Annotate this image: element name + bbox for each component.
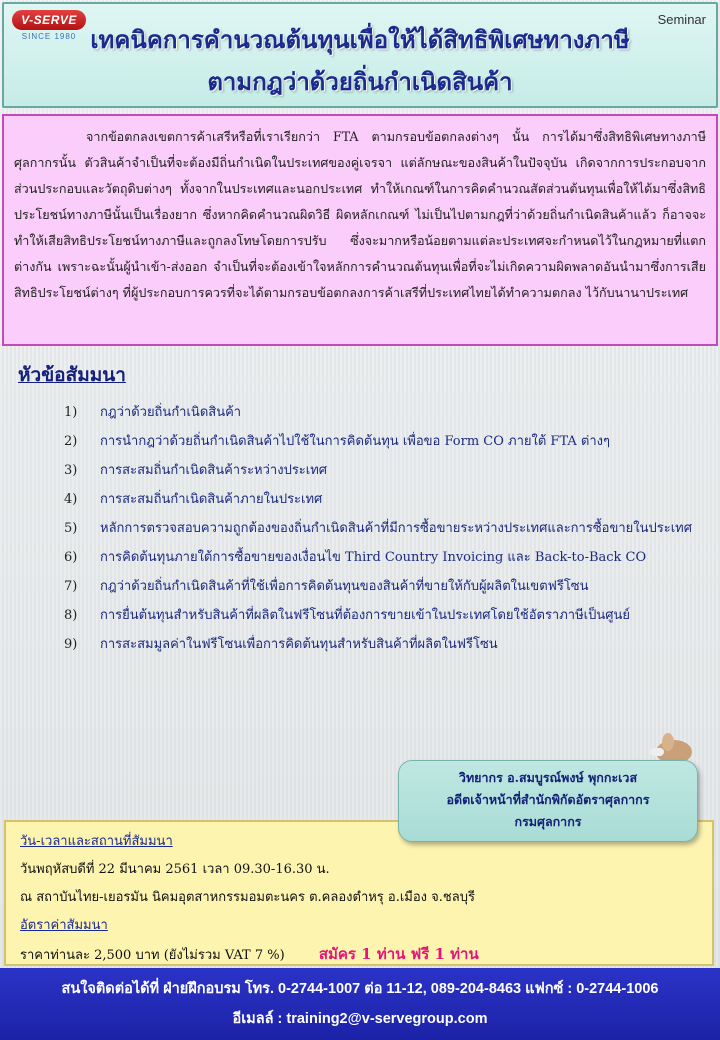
topic-text: การคิดต้นทุนภายใต้การซื้อขายของเงื่อนไข Third Country Invoicing และ Back-to-Back CO	[100, 550, 647, 565]
date-line: วันพฤหัสบดีที่ 22 มีนาคม 2561 เวลา 09.30-16.30 น.	[20, 862, 330, 877]
topic-number: 1)	[64, 405, 78, 420]
topic-number: 6)	[64, 550, 78, 565]
price-line: ราคาท่านละ 2,500 บาท (ยังไม่รวม VAT 7 %)	[20, 948, 285, 963]
price-row	[20, 940, 698, 970]
contact-line: สนใจติดต่อได้ที่ ฝ่ายฝึกอบรม โทร. 0-2744-1007 ต่อ 11-12, 089-204-8463 แฟกซ์ : 0-2744-1006	[61, 981, 659, 997]
speaker-position: อดีตเจ้าหน้าที่สำนักพิกัดอัตราศุลกากร	[446, 792, 650, 807]
topic-text: การสะสมมูลค่าในฟรีโซนเพื่อการคิดต้นทุนสำหรับสินค้าที่ผลิตในฟรีโซน	[100, 637, 498, 652]
logo-since: SINCE 1980	[21, 32, 77, 41]
speaker-department: กรมศุลกากร	[514, 814, 582, 829]
header-banner	[2, 2, 718, 108]
email-line: อีเมลล์ : training2@v-servegroup.com	[232, 1011, 488, 1027]
topics-heading: หัวข้อสัมมนา	[18, 364, 126, 386]
promo-text: สมัคร 1 ท่าน ฟรี 1 ท่าน	[318, 945, 479, 963]
page-title-line1: เทคนิคการคำนวณต้นทุนเพื่อให้ได้สิทธิพิเศษทางภาษี	[90, 25, 630, 54]
topic-number: 7)	[64, 579, 78, 594]
speaker-box	[398, 760, 698, 842]
venue-line: ณ สถาบันไทย-เยอรมัน นิคมอุตสาหกรรมอมตะนคร ต.คลองตำหรุ อ.เมือง จ.ชลบุรี	[20, 890, 475, 905]
page-title-line2: ตามกฎว่าด้วยถิ่นกำเนิดสินค้า	[207, 67, 513, 96]
speaker-name: วิทยากร อ.สมบูรณ์พงษ์ พุกกะเวส	[458, 770, 638, 785]
topic-item	[64, 458, 704, 483]
topic-item	[64, 545, 704, 570]
topic-item	[64, 487, 704, 512]
topic-text: การนำกฎว่าด้วยถิ่นกำเนิดสินค้าไปใช้ในการคิดต้นทุน เพื่อขอ Form CO ภายใต้ FTA ต่างๆ	[100, 434, 610, 449]
topic-number: 2)	[64, 434, 78, 449]
price-heading: อัตราค่าสัมมนา	[20, 918, 108, 933]
topic-text: การสะสมถิ่นกำเนิดสินค้าระหว่างประเทศ	[100, 463, 328, 478]
topic-text: หลักการตรวจสอบความถูกต้องของถิ่นกำเนิดสินค้าที่มีการซื้อขายระหว่างประเทศและการซื้อขายในประเทศ	[100, 521, 692, 536]
topic-item	[64, 603, 704, 628]
topic-number: 9)	[64, 637, 78, 652]
topic-item	[64, 516, 704, 541]
contact-footer	[0, 968, 720, 1040]
topic-number: 4)	[64, 492, 78, 507]
topic-number: 3)	[64, 463, 78, 478]
topic-text: กฎว่าด้วยถิ่นกำเนิดสินค้า	[100, 405, 242, 420]
topic-text: การสะสมถิ่นกำเนิดสินค้าภายในประเทศ	[100, 492, 323, 507]
schedule-heading: วัน-เวลาและสถานที่สัมมนา	[20, 834, 173, 849]
topic-item	[64, 400, 704, 425]
topic-text: การยื่นต้นทุนสำหรับสินค้าที่ผลิตในฟรีโซนที่ต้องการขายเข้าในประเทศโดยใช้อัตราภาษีเป็นศูนย์	[100, 608, 630, 623]
topics-list	[64, 400, 704, 661]
topic-item	[64, 574, 704, 599]
topic-number: 5)	[64, 521, 78, 536]
topic-text: กฎว่าด้วยถิ่นกำเนิดสินค้าที่ใช้เพื่อการคิดต้นทุนของสินค้าที่ขายให้กับผู้ผลิตในเขตฟรีโซน	[100, 579, 589, 594]
seminar-tag: Seminar	[657, 12, 706, 27]
topic-item	[64, 429, 704, 454]
logo-text: V-SERVE	[12, 10, 86, 30]
topic-number: 8)	[64, 608, 78, 623]
topic-item	[64, 632, 704, 657]
intro-paragraph: จากข้อตกลงเขตการค้าเสรีหรือที่เราเรียกว่า FTA ตามกรอบข้อตกลงต่างๆ นั้น การได้มาซึ่งสิทธิพิเศษทางภาษีศุลกากรนั้น ตัวสินค้าจำเป็นที่จะต้องมีถิ่นกำเนิดในประเทศของคู่เจรจา แต่ลักษณะของสินค้าในปัจจุบัน เกิดจากการประกอบจากส่วนประกอบและวัตถุดิบต่างๆ ทั้งจากในประเทศและนอกประเทศ ทำให้เกณฑ์ในการคิดคำนวณสัดส่วนต้นทุนเพื่อให้ได้มาซึ่งสิทธิประโยชน์ทางภาษีนั้นเป็นเรื่องยาก ซึ่งหากคิดคำนวณผิดวิธี ผิดหลักเกณฑ์ ไม่เป็นไปตามกฎที่ว่าด้วยถิ่นกำเนิดสินค้าแล้ว ก็อาจจะทำให้เสียสิทธิประโยชน์ทางภาษีและถูกลงโทษโดยการปรับ ซึ่งจะมากหรือน้อยตามแต่ละประเทศจะกำหนดไว้ในกฎหมายที่แตกต่างกัน เพราะฉะนั้นผู้นำเข้า-ส่งออก จำเป็นที่จะต้องเข้าใจหลักการคำนวณต้นทุนเพื่อที่จะไม่เกิดความผิดพลาดอันนำมาซึ่งการเสียสิทธิประโยชน์ต่างๆ ที่ผู้ประกอบการควรที่จะได้ตามกรอบข้อตกลงการค้าเสรีที่ประเทศไทยได้ทำความตกลง ไว้กับนานาประเทศ	[2, 114, 718, 346]
